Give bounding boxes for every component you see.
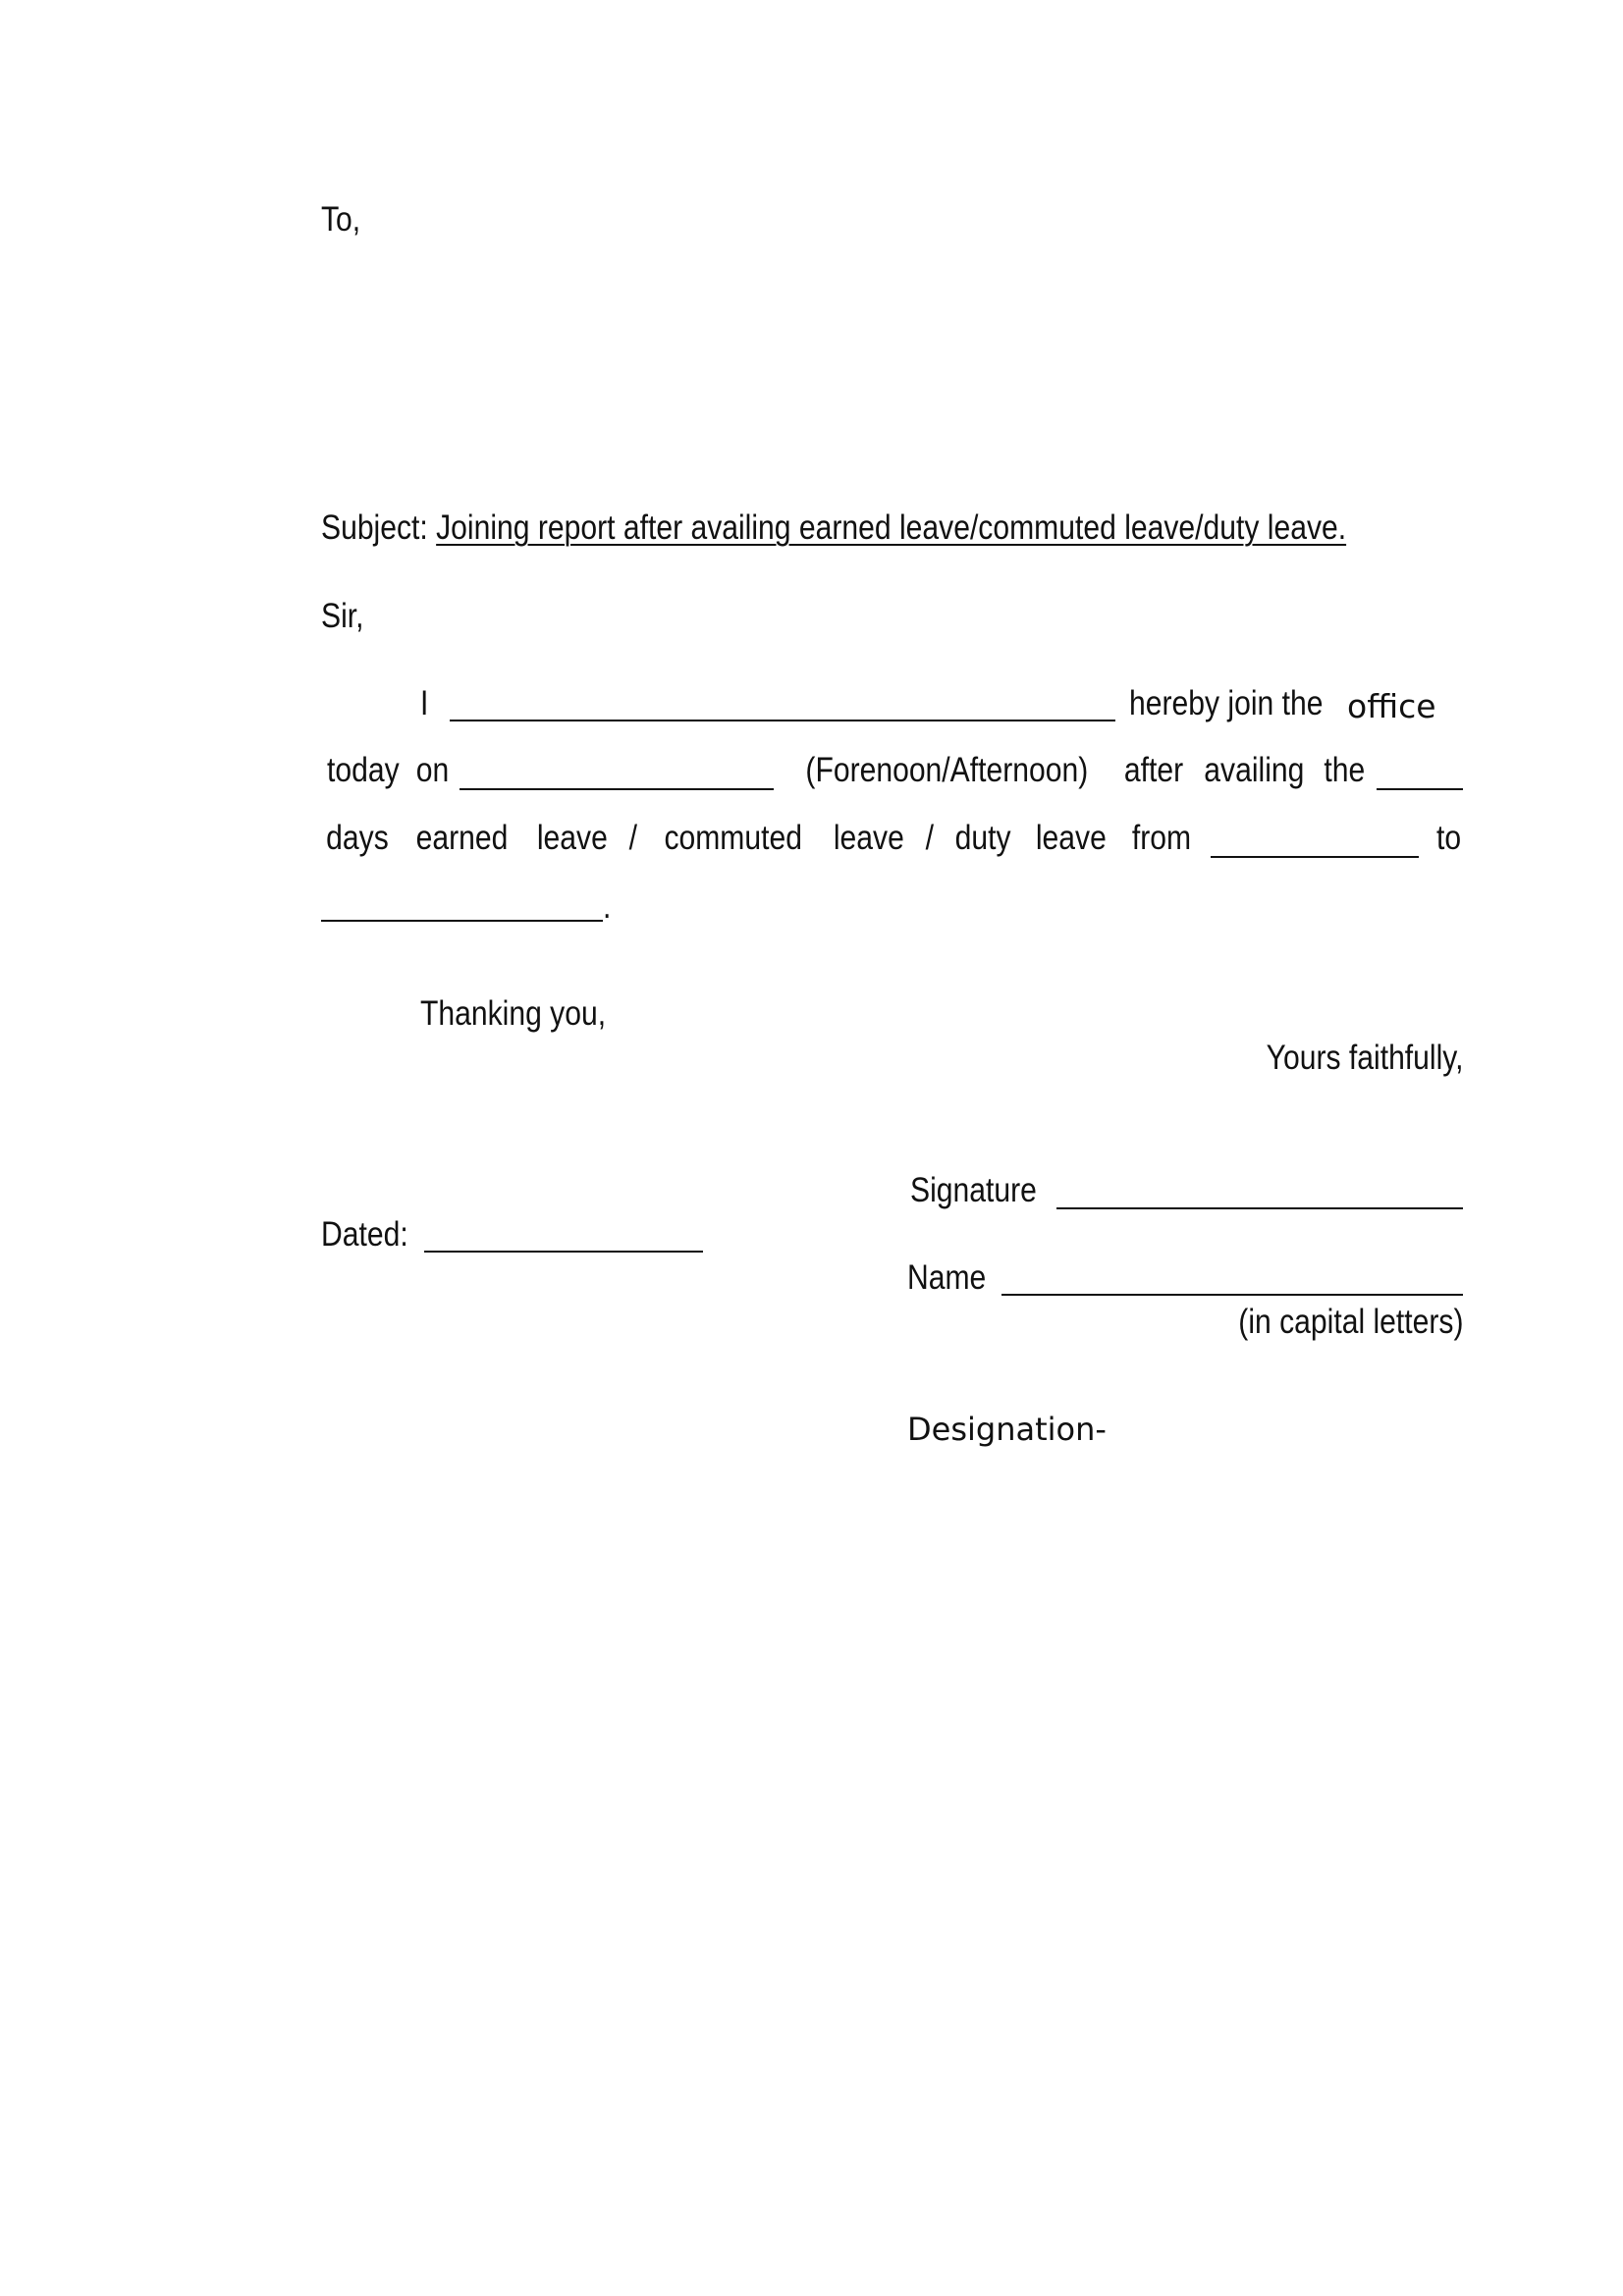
body-leave-2: leave [834,819,905,857]
body-hereby-join: hereby join the [1129,684,1324,722]
designation-label: Designation- [907,1411,1107,1448]
body-days: days [326,819,389,857]
signature-blank [1056,1207,1463,1209]
dated-blank [424,1251,703,1253]
body-from: from [1131,819,1192,857]
body-period: . [603,887,612,926]
body-leave-3: leave [1035,819,1107,857]
body-duty: duty [954,819,1011,857]
dated-label: Dated: [321,1215,408,1254]
body-line-3 [321,819,1463,858]
leave-from-date-blank [1211,827,1419,858]
recipient-salutation: To, [321,200,361,239]
leave-to-date-blank [321,920,603,922]
body-earned: earned [415,819,509,857]
body-slash-2: / [926,819,935,857]
subject-text: Joining report after availing earned leave/commuted leave/duty leave. [436,508,1347,547]
closing-yours-faithfully: Yours faithfully, [1266,1039,1463,1077]
body-forenoon-afternoon: (Forenoon/Afternoon) [804,751,1088,789]
body-availing: availing [1204,751,1305,789]
name-hint: (in capital letters) [1237,1303,1463,1341]
body-the: the [1324,751,1366,789]
thanking-you: Thanking you, [420,994,607,1033]
body-line-2 [321,751,1463,790]
body-to: to [1435,819,1461,857]
subject-label: Subject: [321,508,428,547]
name-blank [1001,1294,1463,1296]
body-word-i: I [420,684,429,722]
body-commuted: commuted [664,819,802,857]
body-slash-1: / [628,819,637,857]
body-after: after [1123,751,1183,789]
signature-label: Signature [910,1171,1037,1209]
body-today: today [326,751,400,789]
name-label: Name [907,1258,987,1297]
body-leave-1: leave [536,819,608,857]
body-on: on [415,751,450,789]
greeting: Sir, [321,597,364,635]
employee-name-blank [450,720,1115,721]
subject-line [321,508,1346,548]
body-office: office [1347,687,1436,725]
joining-date-blank [460,759,774,790]
leave-days-blank [1377,759,1463,790]
